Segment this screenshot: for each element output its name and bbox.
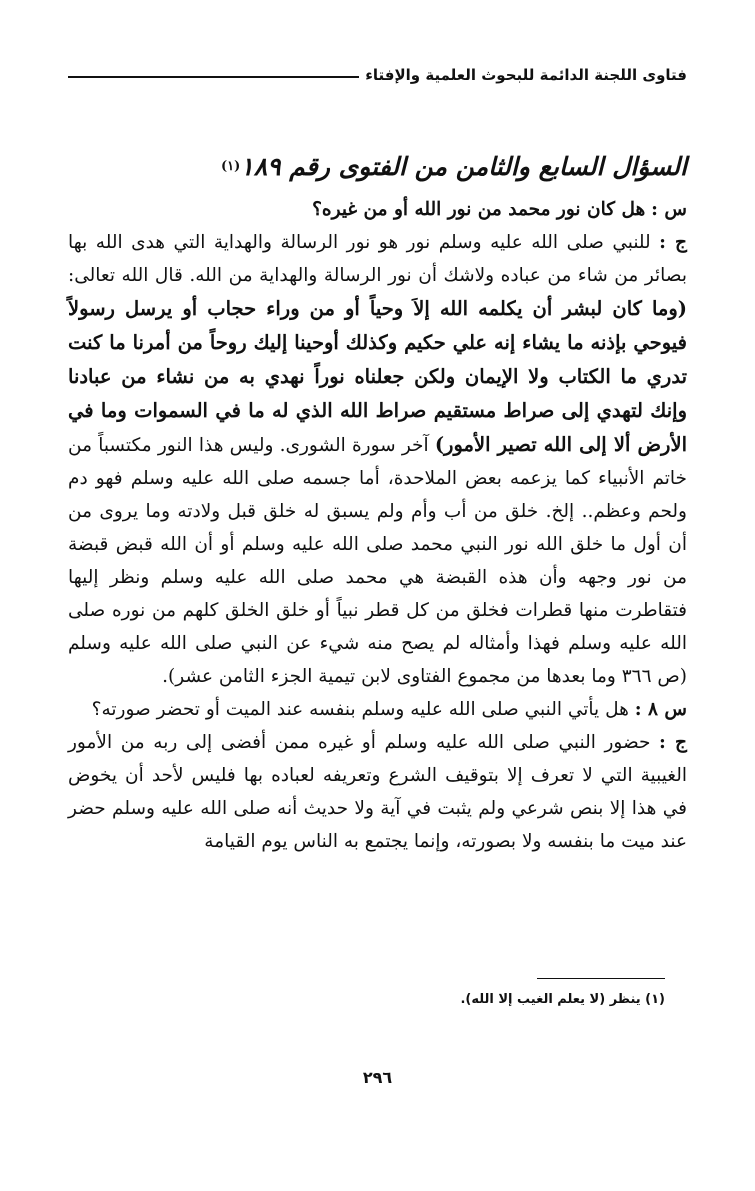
quran-verse: (وما كان لبشر أن يكلمه الله إلاَ وحياً أو من وراء حجاب أو يرسل رسولاً فيوحي بإذنه ما يشاء إنه علي حكيم وكذلك أوحينا إليك روحاً من أمرنا ما كنت تدري ما الكتاب ولا الإيمان ولكن جعلناه نوراً نهدي به من نشاء من عبادنا وإنك لتهدي إلى صراط مستقيم صراط الله الذي له ما في السموات وما في الأرض ألا إلى الله تصير الأمور)	[68, 297, 687, 456]
header-title: فتاوى اللجنة الدائمة للبحوث العلمية والإفتاء	[365, 66, 687, 84]
answer-8	[68, 726, 687, 858]
question-8-text: هل يأتي النبي صلى الله عليه وسلم بنفسه عند الميت أو تحضر صورته؟	[91, 699, 629, 720]
answer-7-intro: للنبي صلى الله عليه وسلم نور هو نور الرسالة والهداية التي هدى الله بها بصائر من شاء من عباده ولاشك أن نور الرسالة والهداية من الله. قال الله تعالى:	[68, 232, 687, 286]
answer-8-marker: ج :	[659, 732, 687, 753]
main-content	[68, 145, 687, 858]
answer-7-rest: آخر سورة الشورى. وليس هذا النور مكتسباً من خاتم الأنبياء كما يزعمه بعض الملاحدة، أما جسمه صلى الله عليه وسلم فهو دم ولحم وعظم.. إلخ. خلق من أب وأم ولم يسبق له خلق قبل ولادته وما يروى من أن أول ما خلق الله نور النبي محمد صلى الله عليه وسلم أو أن الله قبض قبضة من نور وجهه وأن هذه القبضة هي محمد صلى الله عليه وسلم ونظر إليها فتقاطرت منها قطرات فخلق من كل قطر نبياً أو خلق الخلق كلهم من نوره صلى الله عليه وسلم فهذا وأمثاله لم يصح منه شيء عن النبي صلى الله عليه وسلم (ص ٣٦٦ وما بعدها من مجموع الفتاوى لابن تيمية الجزء الثامن عشر).	[68, 435, 687, 687]
heading-text: السؤال السابع والثامن من الفتوى رقم ١٨٩	[240, 152, 687, 181]
question-7	[68, 193, 687, 226]
fatwa-heading	[68, 145, 687, 189]
question-8	[68, 693, 687, 726]
answer-7-marker: ج :	[659, 232, 687, 253]
answer-8-text: حضور النبي صلى الله عليه وسلم أو غيره ممن أفضى إلى ربه من الأمور الغيبية التي لا تعرف إلا بتوقيف الشرع وتعريفه لعباده بها فليس لأحد أن يخوض في هذا إلا بنص شرعي ولم يثبت في آية ولا حديث أنه صلى الله عليه وسلم حضر عند ميت ما بنفسه ولا بصورته، وإنما يجتمع به الناس يوم القيامة	[68, 732, 687, 852]
header-rule	[68, 76, 359, 78]
page-number: ٢٩٦	[362, 1068, 393, 1087]
question-7-text: هل كان نور محمد من نور الله أو من غيره؟	[312, 199, 646, 220]
answer-7	[68, 226, 687, 693]
question-8-marker: س ٨ :	[634, 699, 687, 720]
question-7-marker: س :	[651, 199, 687, 220]
running-header	[68, 58, 687, 84]
footnote-rule	[537, 978, 665, 979]
heading-footnote-ref: (١)	[221, 159, 241, 174]
footnote: (١) ينظر (لا يعلم الغيب إلا الله).	[460, 992, 665, 1007]
